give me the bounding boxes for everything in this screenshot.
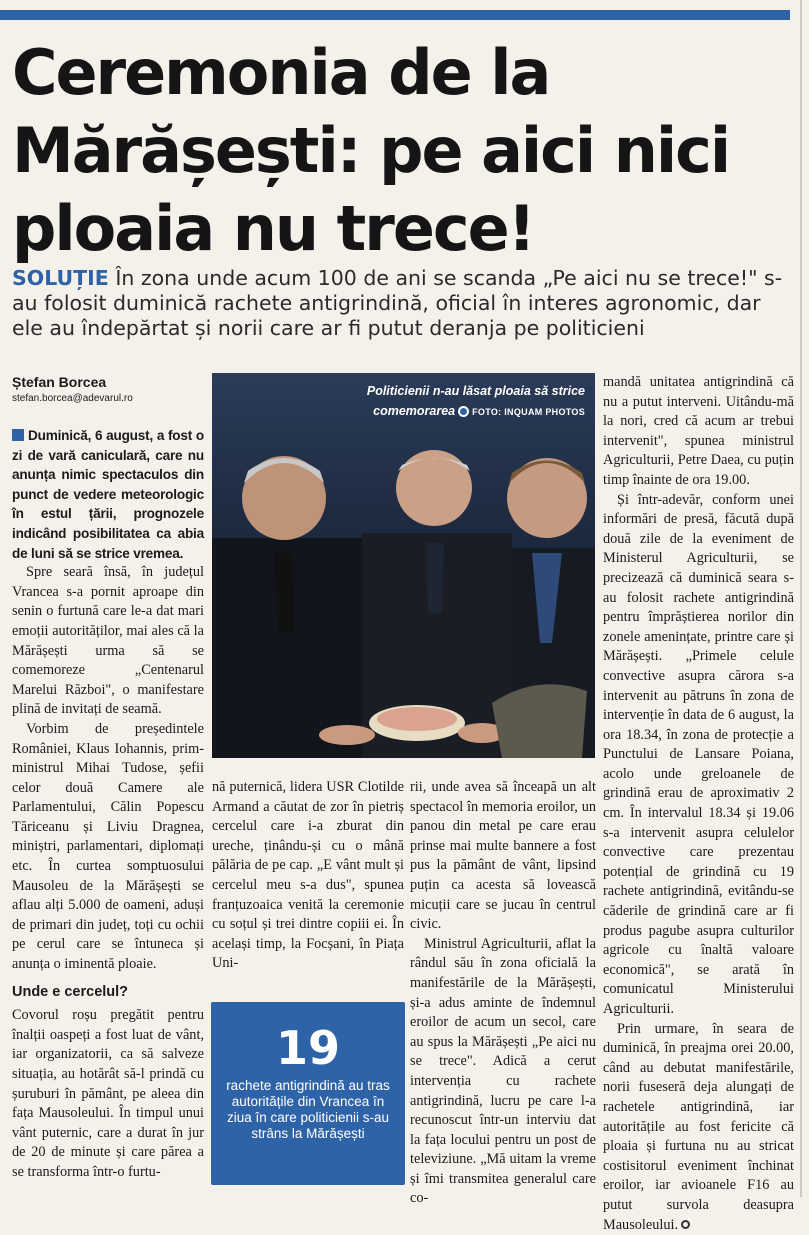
byline — [12, 374, 207, 404]
author-email[interactable]: stefan.borcea@adevarul.ro — [12, 393, 133, 404]
bullet-icon — [12, 429, 24, 441]
paragraph: mandă unitatea antigrindină că nu a putut interveni. Uitându-mă la nori, cred că acum ar trebui intervenit", spunea ministrul Agriculturii, Petre Daea, cu puțin timp înainte de ora 19.00. — [603, 374, 794, 488]
fact-box — [211, 1002, 405, 1185]
paragraph: Prin urmare, în seara de duminică, în preajma orei 20.00, când au debutat manifestările, norii fuseseră deja alungați de rachetele antigrindină, iar autoritățile au fost fericite că ploaia și furtuna nu au stricat costisitorul eveniment închinat eroilor, iar avioanele F16 au putut survola deasupra Mausoleului. — [603, 1020, 794, 1233]
headline: Ceremonia de la Mărășești: pe aici nici ploaia nu trece! — [12, 36, 730, 265]
paragraph: Și într-adevăr, conform unei informări de presă, făcută după două zile de la eveniment de Ministerul Agriculturii, se precizează că duminică seara s-au folosit rachete antigrindină pentru împrăștierea norilor din zonele amenințate, printre care și Mărășești. „Primele celule convective asupra cărora s-a intervenit au pătruns în zona de intervenție în data de 6 august, la ora 18.34, în zona de protecție a Punctului de Lansare Poiana, acolo unde greloanele de grindină erau de aproximativ 2 cm. În intervalul 18.34 și 19.06 s-a intervenit asupra celulelor convective care prezentau potențial de grindină cu 19 rachete antigrindină, evitându-se căderile de grindină care ar fi produs pagube asupra culturilor agricole cu înaltă valoare economică", se arată în comunicatul Ministerului Agriculturii. — [603, 491, 794, 1017]
end-mark-icon — [681, 1220, 690, 1229]
article-column-4 — [603, 373, 794, 1235]
lead-paragraph: Duminică, 6 august, a fost o zi de vară caniculară, care nu anunța nimic spectaculos din punct de vedere meteorologic în estul țării, prognozele indicând posibilitatea ca abia de luni să se strice vremea. — [12, 428, 204, 561]
paragraph: Covorul roșu pregătit pentru înalții oaspeți a fost luat de vânt, iar organizatorii, ca să salveze situația, au hotărât să-l prindă cu șuruburi în pământ, pe aleea din fața Mausoleului. În timpul unui vânt puternic, care a durat în jur de 20 de minute și care părea a se transforma într-o furtu- — [12, 1007, 204, 1180]
paragraph: Ministrul Agriculturii, aflat la rândul său în zona oficială la manifestările de la Mărășești, și-a adus aminte de îndemnul eroilor de acum un secol, care au spus la Mărășești „Pe aici nu se trece". Adică a cerut intervenția cu rachete antigrindină, lucru pe care l-a recunoscut într-un interviu dat la fața locului pentru un post de televiziune. „Mă uitam la vreme și îmi transmitea generalul care co- — [410, 935, 596, 1207]
fact-text: rachete antigrindină au tras autoritățile din Vrancea în ziua în care politicienii s-au strâns la Mărășești — [226, 1078, 390, 1141]
photo-illustration — [212, 373, 595, 758]
article-photo — [212, 373, 595, 758]
article-column-2 — [212, 778, 404, 974]
paragraph: Spre seară însă, în județul Vrancea s-a pornit aproape din senin o furtună care le-a dat mari emoții autorităților, mai ales că la Mărășești urma să se comemoreze „Centenarul Marelui Război", o manifestare plină de invitați de seamă. — [12, 564, 204, 718]
photo-credit: FOTO: INQUAM PHOTOS — [472, 407, 585, 417]
article-column-1 — [12, 426, 204, 1183]
top-color-bar — [0, 10, 790, 20]
camera-icon — [458, 406, 469, 417]
page-fold-line — [800, 0, 802, 1197]
subheading: Unde e cercelul? — [12, 983, 129, 1000]
paragraph: nă puternică, lidera USR Clotilde Armand a căutat de zor în pietriș cercelul care i-a zburat din ureche, ținându-și cu o mână pălăria de pe cap. „E vânt mult și cercelul meu s-a dus", spunea franțuzoaica venită la ceremonie cu soțul și trei dintre copiii ei. În același timp, la Focșani, în Piața Uni- — [212, 779, 404, 972]
article-deck — [12, 266, 792, 341]
paragraph: Vorbim de președintele României, Klaus Iohannis, prim-ministrul Mihai Tudose, șefii celor două Camere ale Parlamentului, Călin Popescu Tăriceanu și Liviu Dragnea, miniștri, parlamentari, diplomați etc. În curtea somptuosului Mausoleu de la Mărășești se aflau alți 5.000 de oameni, aduși de primari din județ, toți cu ochii pe cerul care se întuneca și anunța o iminentă ploaie. — [12, 720, 204, 973]
deck-kicker: SOLUȚIE — [12, 266, 109, 290]
fact-number: 19 — [275, 1021, 340, 1075]
photo-caption: Politicienii n-au lăsat ploaia să strice comemorarea FOTO: INQUAM PHOTOS — [366, 384, 585, 418]
paragraph: rii, unde avea să înceapă un alt spectacol în memoria eroilor, un panou din metal pe care erau prinse mai multe bannere a fost pus la pământ de vânt, lipsind puțin ca acesta să lovească micuții care se jucau în centrul civic. — [410, 779, 596, 933]
article-column-3 — [410, 778, 596, 1209]
deck-text: În zona unde acum 100 de ani se scanda „Pe aici nu se trece!" s-au folosit duminică rachete antigrindină, oficial în interes agronomic, dar ele au îndepărtat și norii care ar fi putut deranja pe politicieni — [12, 266, 783, 340]
author-name: Ștefan Borcea — [12, 374, 107, 390]
